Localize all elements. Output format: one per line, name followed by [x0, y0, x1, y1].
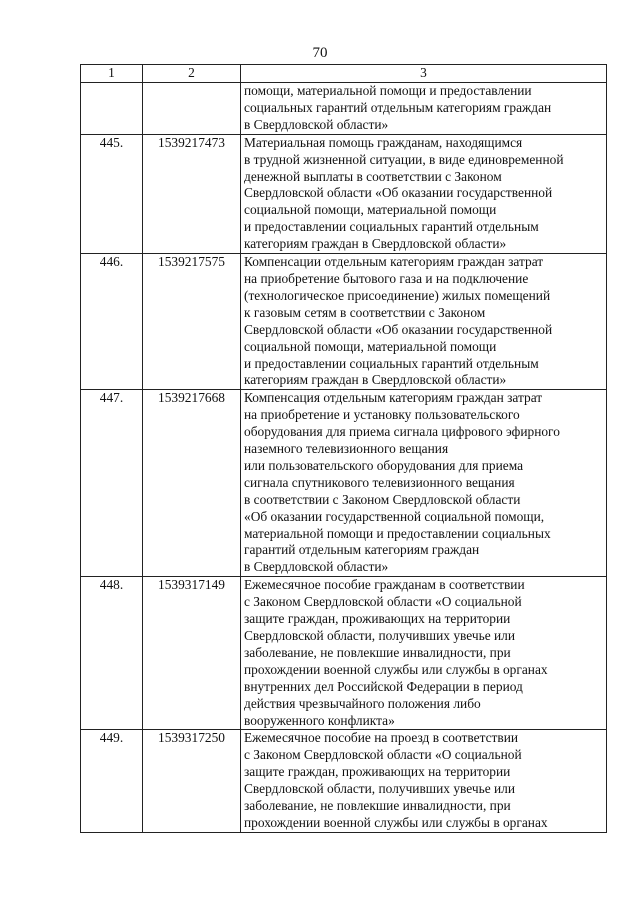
row-description	[241, 390, 607, 577]
description-line: защите граждан, проживающих на территории	[244, 611, 511, 627]
row-description	[241, 730, 607, 832]
description-line: социальных гарантий отдельным категориям граждан	[244, 99, 552, 115]
description-line: Компенсация отдельным категориям граждан затрат	[244, 390, 543, 406]
description-line: Свердловской области, получивших увечье или	[244, 628, 516, 643]
description-line: к газовым сетям в соответствии с Законом	[244, 304, 486, 320]
row-number: 447.	[81, 390, 143, 577]
description-line: заболевание, не повлекшие инвалидности, при	[244, 644, 511, 660]
table-row	[81, 577, 607, 730]
description-line: или пользовательского оборудования для приема	[244, 457, 524, 473]
description-line: на приобретение бытового газа и на подключение	[244, 270, 529, 286]
description-line: прохождении военной службы или службы в органах	[244, 814, 548, 830]
description-line: Ежемесячное пособие на проезд в соответствии	[244, 730, 519, 746]
description-line: на приобретение и установку пользовательского	[244, 407, 520, 423]
row-description	[241, 134, 607, 253]
description-line: категориям граждан в Свердловской области»	[244, 372, 507, 388]
row-code	[143, 83, 241, 135]
description-line: оборудования для приема сигнала цифрового эфирного	[244, 424, 560, 440]
row-description	[241, 577, 607, 730]
description-line: заболевание, не повлекшие инвалидности, при	[244, 798, 511, 814]
row-description	[241, 83, 607, 135]
description-line: социальной помощи, материальной помощи	[244, 202, 497, 218]
description-line: действия чрезвычайного положения либо	[244, 695, 481, 711]
description-line: с Законом Свердловской области «О социальной	[244, 594, 522, 610]
description-line: денежной выплаты в соответствии с Законом	[244, 168, 502, 184]
description-line: защите граждан, проживающих на территории	[244, 764, 511, 780]
row-number: 445.	[81, 134, 143, 253]
column-header-description: 3	[241, 65, 607, 83]
description-line: внутренних дел Российской Федерации в период	[244, 678, 523, 694]
description-line: (технологическое присоединение) жилых помещений	[244, 287, 551, 303]
description-line: и предоставлении социальных гарантий отдельным	[244, 219, 539, 235]
row-code: 1539217575	[143, 254, 241, 390]
table-row	[81, 730, 607, 832]
description-line: социальной помощи, материальной помощи	[244, 338, 497, 354]
description-line: сигнала спутникового телевизионного вещания	[244, 474, 515, 490]
row-number: 446.	[81, 254, 143, 390]
description-line: в соответствии с Законом Свердловской области	[244, 491, 521, 507]
row-description	[241, 254, 607, 390]
page-number: 70	[312, 45, 328, 61]
table-row	[81, 83, 607, 135]
row-code: 1539317149	[143, 577, 241, 730]
description-line: наземного телевизионного вещания	[244, 441, 449, 457]
description-line: Ежемесячное пособие гражданам в соответствии	[244, 577, 525, 593]
row-number: 449.	[81, 730, 143, 832]
table-header-row	[81, 65, 607, 83]
description-line: Свердловской области «Об оказании государственной	[244, 185, 553, 201]
registry-table	[80, 64, 607, 833]
table-row	[81, 390, 607, 577]
column-header-number: 1	[81, 65, 143, 83]
row-code: 1539217473	[143, 134, 241, 253]
description-line: в трудной жизненной ситуации, в виде единовременной	[244, 151, 564, 167]
description-line: вооруженного конфликта»	[244, 712, 395, 728]
description-line: Свердловской области «Об оказании государственной	[244, 321, 553, 337]
description-line: материальной помощи и предоставлении социальных	[244, 525, 551, 541]
column-header-code: 2	[143, 65, 241, 83]
description-line: категориям граждан в Свердловской области»	[244, 236, 507, 252]
table-row	[81, 134, 607, 253]
row-number: 448.	[81, 577, 143, 730]
description-line: в Свердловской области»	[244, 116, 389, 132]
description-line: гарантий отдельным категориям граждан	[244, 542, 480, 558]
description-line: «Об оказании государственной социальной помощи,	[244, 508, 545, 524]
row-code: 1539217668	[143, 390, 241, 577]
description-line: Свердловской области, получивших увечье или	[244, 781, 516, 797]
description-line: и предоставлении социальных гарантий отдельным	[244, 355, 539, 371]
description-line: с Законом Свердловской области «О социальной	[244, 747, 522, 763]
row-number	[81, 83, 143, 135]
description-line: Материальная помощь гражданам, находящимся	[244, 134, 523, 150]
table-row	[81, 254, 607, 390]
row-code: 1539317250	[143, 730, 241, 832]
description-line: помощи, материальной помощи и предоставлении	[244, 83, 532, 98]
description-line: в Свердловской области»	[244, 559, 389, 575]
description-line: прохождении военной службы или службы в органах	[244, 661, 548, 677]
description-line: Компенсации отдельным категориям граждан затрат	[244, 254, 544, 270]
